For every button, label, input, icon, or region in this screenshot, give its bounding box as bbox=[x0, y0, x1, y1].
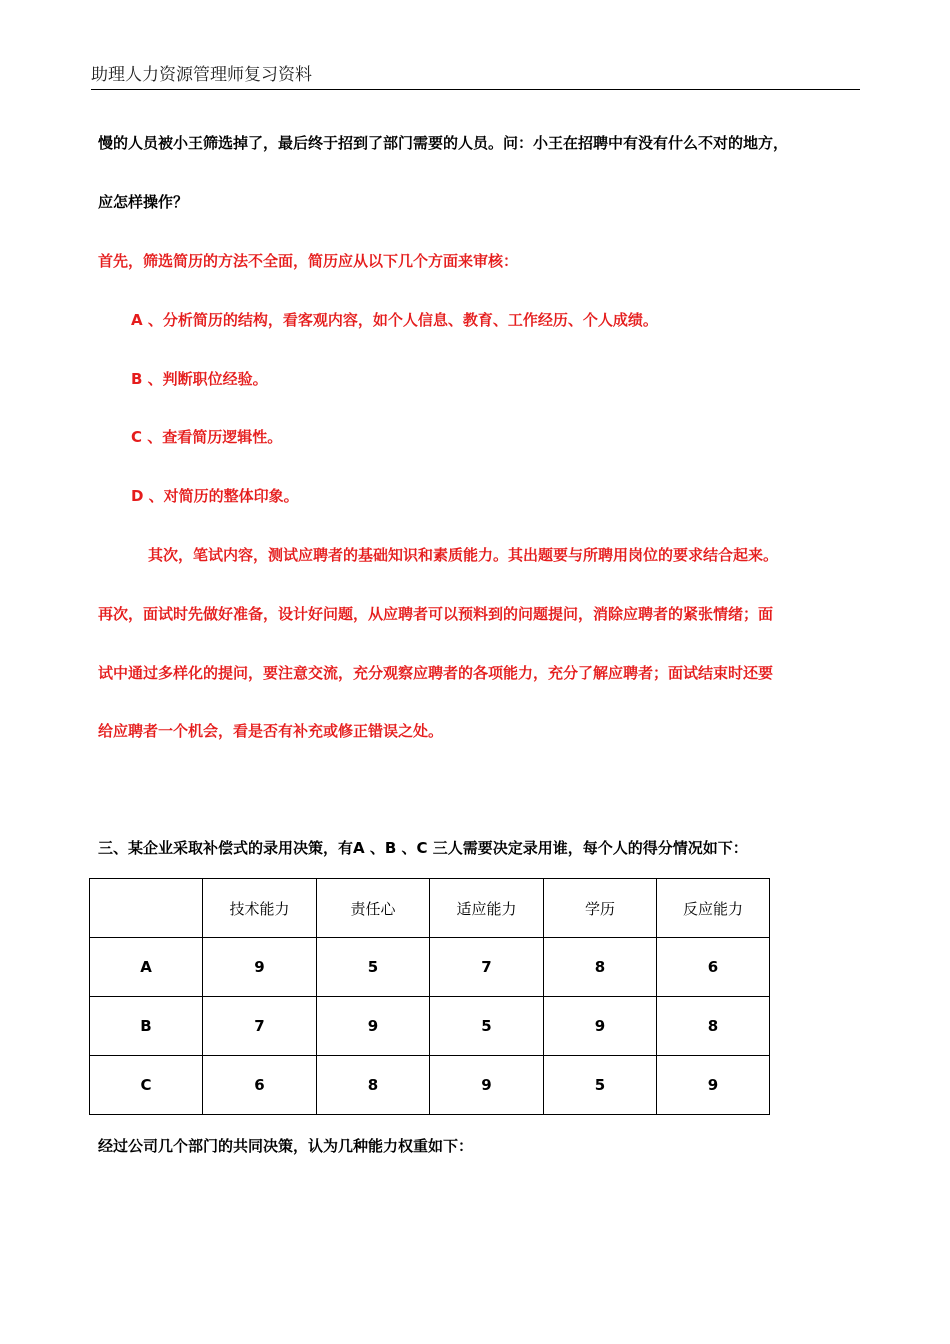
score-table bbox=[89, 878, 770, 1115]
question-text-line-1: 慢的人员被小王筛选掉了，最后终于招到了部门需要的人员。问：小王在招聘中有没有什么不对的地方， bbox=[98, 134, 789, 152]
table-header-cell: 技术能力 bbox=[203, 879, 317, 938]
table-cell: 6 bbox=[203, 1056, 317, 1115]
table-cell: 9 bbox=[657, 1056, 770, 1115]
answer-third-line-2: 试中通过多样化的提问，要注意交流，充分观察应聘者的各项能力，充分了解应聘者；面试结束时还要 bbox=[98, 664, 774, 682]
table-header-cell bbox=[90, 879, 203, 938]
table-cell: 6 bbox=[657, 938, 770, 997]
answer-item-d: D 、对简历的整体印象。 bbox=[131, 487, 299, 505]
table-cell: 9 bbox=[430, 1056, 544, 1115]
table-row bbox=[90, 997, 770, 1056]
answer-third-line-1: 再次，面试时先做好准备，设计好问题，从应聘者可以预料到的问题提问，消除应聘者的紧张情绪；面 bbox=[98, 605, 774, 623]
answer-third-line-3: 给应聘者一个机会，看是否有补充或修正错误之处。 bbox=[98, 722, 444, 740]
table-cell: B bbox=[90, 997, 203, 1056]
table-cell: 5 bbox=[544, 1056, 657, 1115]
question-three: 三、某企业采取补偿式的录用决策，有A 、B 、C 三人需要决定录用谁，每个人的得分情况如下： bbox=[98, 839, 748, 857]
question-text-line-2: 应怎样操作？ bbox=[98, 193, 189, 211]
table-cell: A bbox=[90, 938, 203, 997]
table-cell: 7 bbox=[203, 997, 317, 1056]
table-cell: 7 bbox=[430, 938, 544, 997]
answer-intro: 首先，筛选简历的方法不全面，简历应从以下几个方面来审核： bbox=[98, 252, 519, 270]
table-cell: 8 bbox=[657, 997, 770, 1056]
answer-item-a: A 、分析简历的结构，看客观内容，如个人信息、教育、工作经历、个人成绩。 bbox=[131, 311, 658, 329]
table-header-cell: 适应能力 bbox=[430, 879, 544, 938]
table-cell: 8 bbox=[317, 1056, 430, 1115]
table-header-row bbox=[90, 879, 770, 938]
after-table-text: 经过公司几个部门的共同决策，认为几种能力权重如下： bbox=[98, 1137, 474, 1155]
answer-item-c: C 、查看简历逻辑性。 bbox=[131, 428, 283, 446]
page-header: 助理人力资源管理师复习资料 bbox=[91, 64, 860, 90]
table-header-cell: 学历 bbox=[544, 879, 657, 938]
table-header-cell: 反应能力 bbox=[657, 879, 770, 938]
table-cell: 9 bbox=[317, 997, 430, 1056]
answer-second: 其次，笔试内容，测试应聘者的基础知识和素质能力。其出题要与所聘用岗位的要求结合起来。 bbox=[148, 546, 779, 564]
table-row bbox=[90, 1056, 770, 1115]
table-cell: C bbox=[90, 1056, 203, 1115]
table-header-cell: 责任心 bbox=[317, 879, 430, 938]
table-cell: 5 bbox=[317, 938, 430, 997]
table-cell: 9 bbox=[544, 997, 657, 1056]
table-cell: 8 bbox=[544, 938, 657, 997]
table-row bbox=[90, 938, 770, 997]
table-cell: 9 bbox=[203, 938, 317, 997]
table-cell: 5 bbox=[430, 997, 544, 1056]
answer-item-b: B 、判断职位经验。 bbox=[131, 370, 268, 388]
